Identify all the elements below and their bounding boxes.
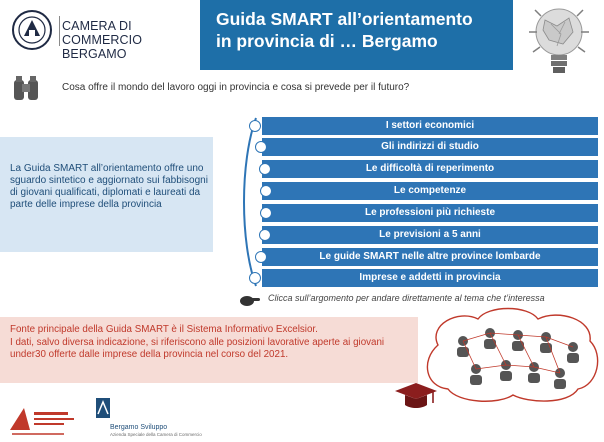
menu-bullet-icon <box>249 272 261 284</box>
hint-text: Clicca sull’argomento per andare direttamente al tema che t’interessa <box>268 293 545 303</box>
partner-logo <box>4 400 82 438</box>
menu-bullet-icon <box>255 141 267 153</box>
binoculars-icon <box>10 74 44 104</box>
menu-bullet-icon <box>259 229 271 241</box>
menu-item-guide-lombarde[interactable]: Le guide SMART nelle altre province lombarde <box>262 248 598 266</box>
info-text: La Guida SMART all’orientamento offre uno sguardo sintetico e aggiornato sui fabbisogni di giovani qualificati, diplomati e laureati da parte delle imprese della provincia <box>10 163 208 210</box>
menu-item-difficolta[interactable]: Le difficoltà di reperimento <box>262 160 598 178</box>
chamber-seal-logo <box>8 8 56 52</box>
menu-item-competenze[interactable]: Le competenze <box>262 182 598 200</box>
menu-item-settori[interactable]: I settori economici <box>262 117 598 135</box>
title-line-2: in provincia di … Bergamo <box>216 31 438 51</box>
bergamo-sviluppo-name: Bergamo Sviluppo <box>110 424 168 431</box>
menu-bullet-icon <box>259 163 271 175</box>
source-line-2: I dati, salvo diversa indicazione, si riferiscono alle posizioni lavorative aperte ai giovani under30 offerte dalle imprese della provincia nel corso del 2021. <box>10 336 385 360</box>
page-title <box>216 8 506 52</box>
menu-bullet-icon <box>249 120 261 132</box>
org-name: CAMERA DI COMMERCIO BERGAMO <box>62 19 143 61</box>
pointing-hand-icon <box>239 293 261 307</box>
bergamo-sviluppo-subtitle: Azienda Speciale della Camera di Commercio <box>110 432 202 437</box>
source-line-1: Fonte principale della Guida SMART è il Sistema Informativo Excelsior. <box>10 324 318 335</box>
menu-bullet-icon <box>260 207 272 219</box>
title-line-1: Guida SMART all’orientamento <box>216 9 473 29</box>
people-network-icon <box>418 305 604 405</box>
graduation-cap-icon <box>393 381 439 411</box>
question-text: Cosa offre il mondo del lavoro oggi in provincia e cosa si prevede per il futuro? <box>62 82 410 93</box>
source-text <box>10 324 415 362</box>
menu-item-previsioni[interactable]: Le previsioni a 5 anni <box>262 226 598 244</box>
menu-bullet-icon <box>260 185 272 197</box>
menu-item-professioni[interactable]: Le professioni più richieste <box>262 204 598 222</box>
header-divider <box>59 16 60 46</box>
menu-item-imprese[interactable]: Imprese e addetti in provincia <box>262 269 598 287</box>
menu-item-indirizzi[interactable]: Gli indirizzi di studio <box>262 138 598 156</box>
menu-bullet-icon <box>255 251 267 263</box>
